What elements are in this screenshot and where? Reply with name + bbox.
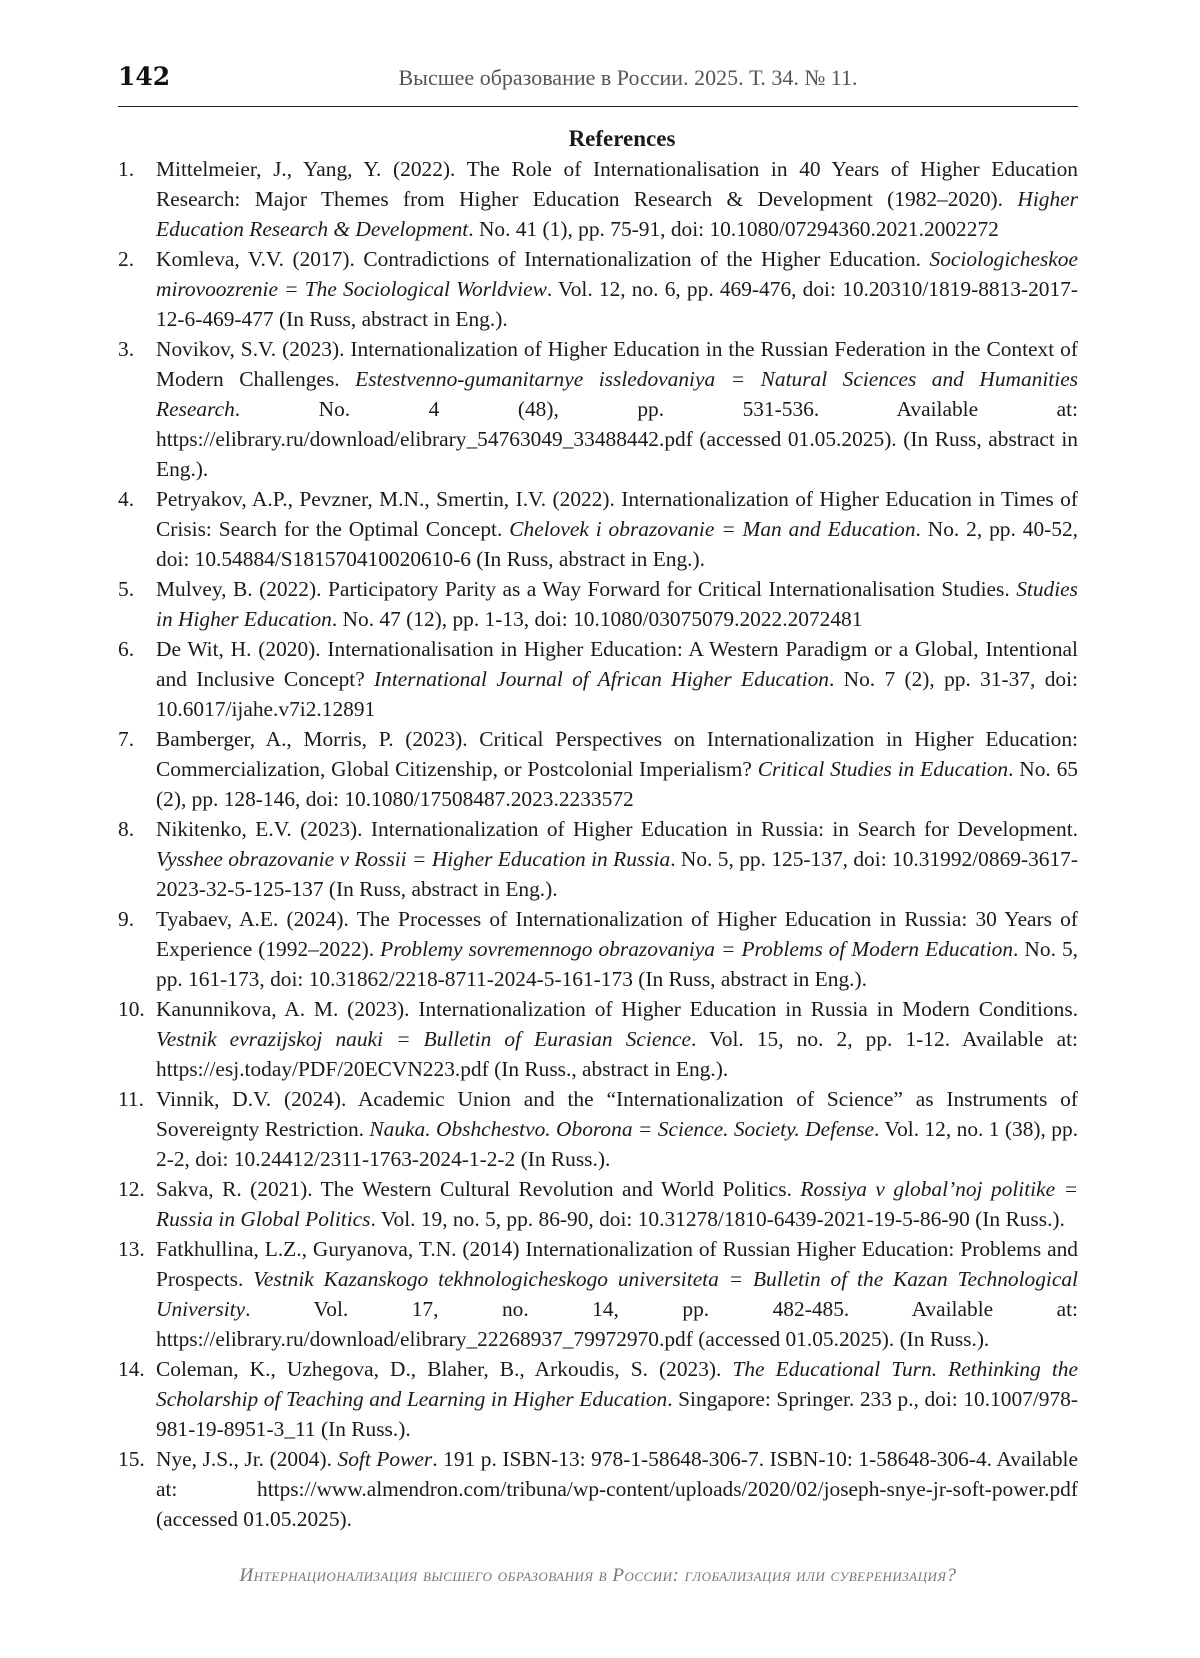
reference-text: Tyabaev, A.E. (2024). The Processes of Internationalization of Higher Education in Russia: 30 Years of Experience (1992–2022). <box>156 907 1078 961</box>
reference-journal: Soft Power <box>337 1447 433 1471</box>
reference-number: 5. <box>118 577 135 601</box>
reference-number: 4. <box>118 487 135 511</box>
journal-running-title: Высшее образование в России. 2025. Т. 34. № 11. <box>398 65 858 90</box>
reference-item <box>118 1234 1078 1354</box>
reference-details: . Vol. 12, no. 1 (38), pp. 2-2, doi: 10.24412/2311-1763-2024-1-2-2 (In Russ.). <box>156 1117 1078 1171</box>
reference-item <box>118 334 1078 484</box>
reference-item <box>118 484 1078 574</box>
reference-number: 1. <box>118 157 135 181</box>
reference-journal: Higher Education Research & Development <box>156 187 1078 241</box>
reference-details: . Singapore: Springer. 233 p., doi: 10.1007/978-981-19-8951-3_11 (In Russ.). <box>156 1387 1078 1441</box>
reference-item <box>118 1354 1078 1444</box>
reference-text: Fatkhullina, L.Z., Guryanova, T.N. (2014) Internationalization of Russian Higher Education: Problems and Prospects. <box>156 1237 1078 1291</box>
reference-text: Novikov, S.V. (2023). Internationalization of Higher Education in the Russian Federation in the Context of Modern Challenges. <box>156 337 1078 391</box>
reference-journal: Nauka. Obshchestvo. Oborona = Science. Society. Defense <box>369 1117 875 1141</box>
reference-number: 13. <box>118 1237 145 1261</box>
reference-number: 11. <box>118 1087 144 1111</box>
reference-journal: Vestnik Kazanskogo tekhnologicheskogo universiteta = Bulletin of the Kazan Technological University <box>156 1267 1078 1321</box>
reference-item <box>118 994 1078 1084</box>
reference-journal: Vysshee obrazovanie v Rossii = Higher Education in Russia <box>156 847 671 871</box>
reference-details: . Vol. 15, no. 2, pp. 1-12. Available at: https://esj.today/PDF/20ECVN223.pdf (In Russ., abstract in Eng.). <box>156 1027 1078 1081</box>
reference-journal: Studies in Higher Education <box>156 577 1078 631</box>
reference-number: 9. <box>118 907 135 931</box>
reference-number: 12. <box>118 1177 145 1201</box>
reference-item <box>118 724 1078 814</box>
reference-details: . No. 5, pp. 125-137, doi: 10.31992/0869-3617-2023-32-5-125-137 (In Russ, abstract in Eng.). <box>156 847 1078 901</box>
reference-number: 3. <box>118 337 135 361</box>
reference-details: . No. 4 (48), pp. 531-536. Available at: https://elibrary.ru/download/elibrary_54763049_33488442.pdf (accessed 01.05.2025). (In Russ, abstract in Eng.). <box>156 397 1078 481</box>
reference-journal: Vestnik evrazijskoj nauki = Bulletin of Eurasian Science <box>156 1027 692 1051</box>
reference-text: Komleva, V.V. (2017). Contradictions of Internationalization of the Higher Education. <box>156 247 930 271</box>
reference-journal: International Journal of African Higher Education <box>374 667 829 691</box>
reference-text: Nikitenko, E.V. (2023). Internationalization of Higher Education in Russia: in Search for Development. <box>156 817 1078 841</box>
reference-details: . No. 41 (1), pp. 75-91, doi: 10.1080/07294360.2021.2002272 <box>468 217 999 241</box>
reference-text: Bamberger, A., Morris, P. (2023). Critical Perspectives on Internationalization in Higher Education: Commercialization, Global Citizenship, or Postcolonial Imperialism? <box>156 727 1078 781</box>
reference-item <box>118 814 1078 904</box>
reference-journal: Sociologicheskoe mirovoozrenie = The Sociological Worldview <box>156 247 1078 301</box>
reference-details: . Vol. 17, no. 14, pp. 482-485. Available at: https://elibrary.ru/download/elibrary_22268937_79972970.pdf (accessed 01.05.2025). (In Russ.). <box>156 1297 1078 1351</box>
reference-text: Sakva, R. (2021). The Western Cultural Revolution and World Politics. <box>156 1177 801 1201</box>
reference-list <box>118 154 1078 1534</box>
reference-text: Vinnik, D.V. (2024). Academic Union and the “Internationalization of Science” as Instruments of Sovereignty Restriction. <box>156 1087 1078 1141</box>
reference-item <box>118 904 1078 994</box>
reference-text: Coleman, K., Uzhegova, D., Blaher, B., Arkoudis, S. (2023). <box>156 1357 733 1381</box>
footer-running-title: Интернационализация высшего образования в России: глобализация или суверенизация? <box>239 1565 957 1586</box>
reference-text: Petryakov, A.P., Pevzner, M.N., Smertin, I.V. (2022). Internationalization of Higher Education in Times of Crisis: Search for the Optimal Concept. <box>156 487 1078 541</box>
reference-text: Nye, J.S., Jr. (2004). <box>156 1447 338 1471</box>
page-number: 142 <box>118 62 171 91</box>
reference-item <box>118 1084 1078 1174</box>
reference-item <box>118 154 1078 244</box>
reference-details: . No. 5, pp. 161-173, doi: 10.31862/2218-8711-2024-5-161-173 (In Russ, abstract in Eng.). <box>156 937 1078 991</box>
reference-journal: Chelovek i obrazovanie = Man and Education <box>509 517 916 541</box>
reference-details: . Vol. 12, no. 6, pp. 469-476, doi: 10.20310/1819-8813-2017-12-6-469-477 (In Russ, abstract in Eng.). <box>156 277 1078 331</box>
reference-journal: Problemy sovremennogo obrazovaniya = Problems of Modern Education <box>380 937 1014 961</box>
reference-details: . No. 65 (2), pp. 128-146, doi: 10.1080/17508487.2023.2233572 <box>156 757 1078 811</box>
reference-text: Mittelmeier, J., Yang, Y. (2022). The Role of Internationalisation in 40 Years of Higher Education Research: Major Themes from Higher Education Research & Development (1982–2020). <box>156 157 1078 211</box>
reference-details: . 191 p. ISBN-13: 978-1-58648-306-7. ISBN-10: 1-58648-306-4. Available at: https://www.almendron.com/tribuna/wp-content/uploads/2020/02/joseph-snye-jr-soft-power.pdf (accessed 01.05.2025). <box>156 1447 1078 1531</box>
reference-journal: Critical Studies in Education <box>757 757 1009 781</box>
reference-details: . No. 7 (2), pp. 31-37, doi: 10.6017/ijahe.v7i2.12891 <box>156 667 1078 721</box>
reference-details: . Vol. 19, no. 5, pp. 86-90, doi: 10.31278/1810-6439-2021-19-5-86-90 (In Russ.). <box>370 1207 1065 1231</box>
reference-number: 6. <box>118 637 135 661</box>
reference-item <box>118 574 1078 634</box>
reference-text: Kanunnikova, A. M. (2023). Internationalization of Higher Education in Russia in Modern Conditions. <box>156 997 1078 1021</box>
reference-number: 7. <box>118 727 135 751</box>
reference-journal: Estestvenno-gumanitarnye issledovaniya = Natural Sciences and Humanities Research <box>156 367 1079 421</box>
references-section <box>118 124 1078 1534</box>
references-heading: References <box>568 126 676 151</box>
reference-item <box>118 1174 1078 1234</box>
reference-journal: The Educational Turn. Rethinking the Scholarship of Teaching and Learning in Higher Education <box>156 1357 1078 1411</box>
reference-item <box>118 244 1078 334</box>
reference-item <box>118 1444 1078 1534</box>
reference-journal: Rossiya v global’noj politike = Russia in Global Politics <box>156 1177 1078 1231</box>
reference-number: 2. <box>118 247 135 271</box>
reference-number: 15. <box>118 1447 145 1471</box>
reference-text: Mulvey, B. (2022). Participatory Parity as a Way Forward for Critical Internationalisation Studies. <box>156 577 1017 601</box>
reference-number: 8. <box>118 817 135 841</box>
reference-number: 10. <box>118 997 145 1021</box>
reference-details: . No. 47 (12), pp. 1-13, doi: 10.1080/03075079.2022.2072481 <box>331 607 863 631</box>
page-header <box>118 62 1078 107</box>
reference-text: De Wit, H. (2020). Internationalisation in Higher Education: A Western Paradigm or a Global, Intentional and Inclusive Concept? <box>156 637 1078 691</box>
reference-item <box>118 634 1078 724</box>
reference-number: 14. <box>118 1357 145 1381</box>
reference-details: . No. 2, pp. 40-52, doi: 10.54884/S181570410020610-6 (In Russ, abstract in Eng.). <box>156 517 1078 571</box>
